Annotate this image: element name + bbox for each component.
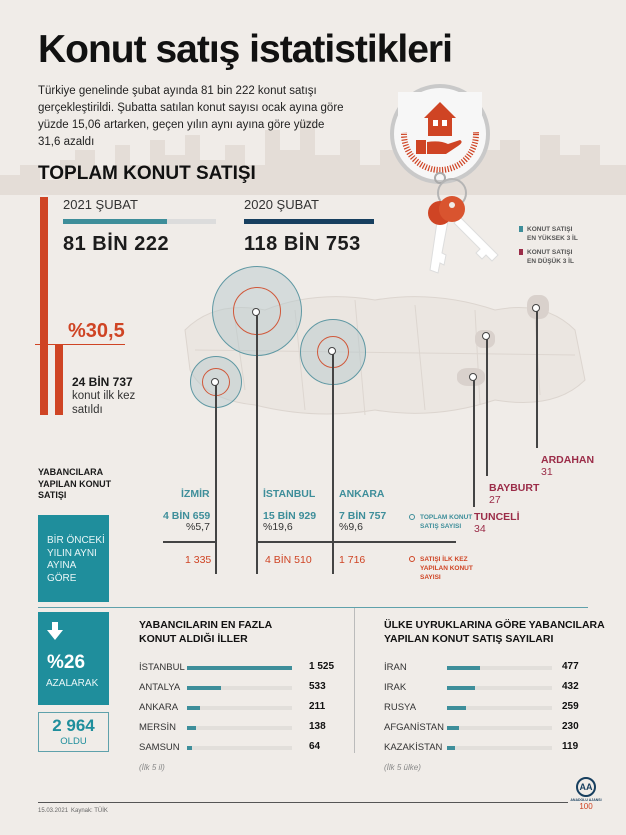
istanbul-pin-line — [256, 312, 258, 574]
aa-logo — [568, 777, 604, 811]
chart2-title: ÜLKE UYRUKLARINA GÖRE YABANCILARA YAPILAN KONUT SATIŞ SAYILARI — [384, 619, 605, 645]
chart1-note: (İlk 5 il) — [139, 763, 165, 772]
keys-icon — [410, 175, 510, 280]
city-izmir-total: 4 BİN 659 — [163, 510, 211, 522]
izmir-row-divider — [163, 541, 216, 543]
bar-2021-vertical — [40, 197, 48, 415]
circle-icon — [409, 556, 415, 562]
progress-2020 — [244, 219, 374, 224]
result-box — [38, 712, 109, 752]
chart2-row: İRAN — [384, 661, 407, 673]
aa-logo-text: ANADOLU AJANSI — [570, 798, 602, 802]
city-ankara-pct: %9,6 — [339, 521, 363, 533]
city-izmir-name: İZMİR — [181, 488, 210, 500]
ardahan-pin-line — [536, 308, 538, 448]
value-2021: 81 BİN 222 — [63, 233, 170, 255]
prev-year-box: BİR ÖNCEKİ YILIN AYNI AYINA GÖRE — [38, 515, 109, 602]
chart2-row: RUSYA — [384, 701, 417, 713]
page-title: Konut satış istatistikleri — [38, 28, 452, 71]
label-2020: 2020 ŞUBAT — [244, 197, 319, 212]
izmir-pin-line — [215, 382, 217, 574]
footer-date: 15.03.2021 — [38, 808, 69, 814]
city-ankara-total: 7 BİN 757 — [339, 510, 387, 522]
legend-top3: KONUT SATIŞI EN YÜKSEK 3 İL — [519, 225, 578, 243]
city-bayburt-name: BAYBURT — [489, 482, 540, 494]
anniversary-mark: 100 — [579, 802, 593, 811]
first-time-caption-1: konut ilk kez — [72, 390, 136, 402]
first-time-value: 24 BİN 737 — [72, 375, 133, 389]
house-badge-icon — [388, 82, 492, 186]
chart2-note: (İlk 5 ülke) — [384, 763, 421, 772]
section-divider — [38, 607, 588, 608]
ardahan-pin-icon — [532, 304, 540, 312]
chart1-row: ANKARA — [139, 701, 179, 713]
chart1-row: ANTALYA — [139, 681, 181, 693]
city-ankara-name: ANKARA — [339, 488, 385, 500]
chart1-row: MERSİN — [139, 721, 176, 733]
chart1-row: İSTANBUL — [139, 661, 185, 673]
city-istanbul-first: 4 BİN 510 — [265, 554, 312, 566]
chart1-row: SAMSUN — [139, 741, 180, 753]
city-istanbul-total: 15 BİN 929 — [263, 510, 317, 522]
tunceli-pin-icon — [469, 373, 477, 381]
bar-first-time-vertical — [55, 345, 63, 415]
city-istanbul-pct: %19,6 — [263, 521, 293, 533]
city-izmir-pct: %5,7 — [186, 521, 210, 533]
first-time-pct: %30,5 — [68, 320, 125, 342]
change-pct: %26 — [47, 652, 86, 673]
chart1-bars: İSTANBUL 1 525 ANTALYA 533 ANKARA 211 MERSİN 138 SAMSUN 64 — [139, 661, 335, 753]
city-ardahan-name: ARDAHAN — [541, 454, 595, 466]
izmir-pin-icon — [211, 378, 219, 386]
city-istanbul-name: İSTANBUL — [263, 488, 316, 500]
foreign-sales-label: YABANCILARA YAPILAN KONUT SATIŞI — [38, 467, 112, 500]
tunceli-pin-line — [473, 377, 475, 507]
charts-divider — [354, 608, 355, 753]
chart1-title: YABANCILARIN EN FAZLA KONUT ALDIĞI İLLER — [139, 619, 273, 645]
legend-total-sales: TOPLAM KONUT SATIŞ SAYISI — [409, 513, 472, 531]
aa-logo-mark: AA — [576, 777, 596, 797]
chart2-row: AFGANİSTAN — [384, 721, 444, 733]
arrow-down-icon — [47, 622, 63, 640]
first-time-caption-2: satıldı — [72, 404, 103, 416]
ankara-pin-icon — [328, 347, 336, 355]
istanbul-pin-icon — [252, 308, 260, 316]
city-tunceli-name: TUNCELİ — [474, 511, 520, 523]
footer-source: Kaynak: TÜİK — [71, 808, 108, 814]
footer-divider — [38, 802, 568, 803]
progress-2021 — [63, 219, 216, 224]
city-tunceli-value: 34 — [474, 523, 486, 535]
pct-underline — [35, 344, 125, 345]
city-ardahan-value: 31 — [541, 466, 553, 478]
legend-bottom3: KONUT SATIŞI EN DÜŞÜK 3 İL — [519, 248, 574, 266]
label-2021: 2021 ŞUBAT — [63, 197, 138, 212]
intro-text: Türkiye genelinde şubat ayında 81 bin 222 konut satışı gerçekleştirildi. Şubatta satılan konut sayısı ocak ayına göre yüzde 15,06 artarken, geçen yılın aynı ayına göre yüzde 31,6 azaldı — [38, 85, 344, 148]
chart2-row: IRAK — [384, 681, 407, 693]
change-word: AZALARAK — [46, 678, 99, 689]
city-row-divider — [256, 541, 456, 543]
chart2-row: KAZAKİSTAN — [384, 741, 443, 753]
city-izmir-first: 1 335 — [185, 554, 212, 566]
circle-icon — [409, 514, 415, 520]
legend-first-sales: SATIŞI İLK KEZ YAPILAN KONUT SAYISI — [409, 555, 473, 582]
city-ankara-first: 1 716 — [339, 554, 366, 566]
value-2020: 118 BİN 753 — [244, 233, 361, 255]
result-word: OLDU — [60, 736, 87, 747]
chart2-bars: İRAN 477 IRAK 432 RUSYA 259 AFGANİSTAN 230 KAZAKİSTAN 119 — [384, 661, 579, 753]
legend-swatch-teal — [519, 226, 523, 232]
legend-swatch-maroon — [519, 249, 523, 255]
result-value: 2 964 — [52, 716, 95, 735]
city-bayburt-value: 27 — [489, 494, 501, 506]
total-sales-title: TOPLAM KONUT SATIŞI — [38, 163, 256, 184]
bayburt-pin-line — [486, 336, 488, 476]
change-box — [38, 612, 109, 705]
bayburt-pin-icon — [482, 332, 490, 340]
